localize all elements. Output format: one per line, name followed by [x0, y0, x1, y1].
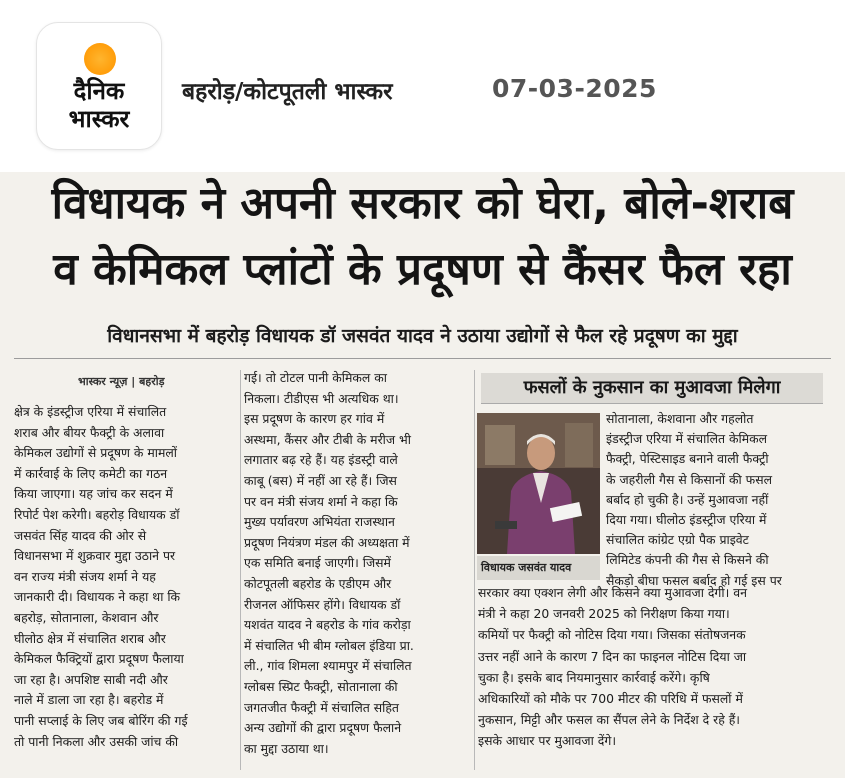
text-line: अन्य उद्योगों की द्वारा प्रदूषण फैलाने	[244, 720, 402, 736]
text-line: केमिकल उद्योगों से प्रदूषण के मामलों	[14, 445, 178, 461]
text-line: मुख्य पर्यावरण अभियंता राजस्थान	[244, 514, 395, 530]
sun-logo-icon	[84, 43, 116, 75]
text-line: इंडस्ट्रीज एरिया में संचालित केमिकल	[606, 431, 768, 447]
text-line: एक समिति बनाई जाएगी। जिसमें	[244, 555, 391, 571]
text-line: जानकारी दी। विधायक ने कहा था कि	[14, 589, 181, 605]
logo-line-2: भास्कर	[68, 105, 130, 133]
text-line: कोटपूतली बहरोड के एडीएम और	[244, 575, 392, 591]
headline-line-2: व केमिकल प्लांटों के प्रदूषण से कैंसर फैल रहा	[53, 244, 792, 295]
sidebar-text-full	[478, 582, 834, 752]
text-line: अस्थमा, कैंसर और टीबी के मरीज भी	[244, 431, 411, 447]
column-divider	[240, 370, 241, 770]
logo-line-1: दैनिक	[73, 77, 125, 105]
text-line: मंत्री ने कहा 20 जनवरी 2025 को निरीक्षण किया गया।	[478, 606, 730, 622]
article-column-2	[244, 368, 470, 759]
text-line: नुकसान, मिट्टी और फसल का सैंपल लेने के निर्देश दे रहे हैं।	[478, 712, 741, 728]
text-line: बर्बाद हो चुकी है। उन्हें मुआवजा नहीं	[606, 491, 769, 507]
edition-name: बहरोड़/कोटपूतली भास्कर	[182, 79, 393, 105]
text-line: वन राज्य मंत्री संजय शर्मा ने यह	[14, 568, 156, 584]
text-line: इसके आधार पर मुआवजा देंगे।	[478, 733, 617, 749]
text-line: यशवंत यादव ने बहरोड के गांव करोड़ा	[244, 617, 411, 633]
text-line: रिपोर्ट पेश करेगी। बहरोड़ विधायक डॉ	[14, 506, 180, 522]
subheadline: विधानसभा में बहरोड़ विधायक डॉ जसवंत यादव ने उठाया उद्योगों से फैल रहे प्रदूषण का मुद्दा	[107, 325, 738, 347]
text-line: फैक्ट्री, पेस्टिसाइड बनाने वाली फैक्ट्री	[606, 451, 769, 467]
byline: भास्कर न्यूज़ | बहरोड़	[78, 375, 165, 388]
text-line: सोतानाला, केशवाना और गहलोत	[606, 411, 754, 426]
text-line: ग्लोबस स्प्रिट फैक्ट्री, सोतानाला की	[244, 678, 398, 694]
text-line: दिया गया। घीलोठ इंडस्ट्रीज एरिया में	[606, 512, 767, 528]
text-line: पानी सप्लाई के लिए जब बोरिंग की गई	[14, 712, 188, 728]
text-line: शराब और बीयर फैक्ट्री के अलावा	[14, 424, 165, 440]
text-line: अधिकारियों को मौके पर 700 मीटर की परिधि में फसलों में	[478, 691, 743, 707]
text-line: सैकड़ो बीघा फसल बर्बाद हो गई इस पर	[606, 572, 782, 588]
text-line: संचालित कांग्रेट एग्रो पैक प्राइवेट	[606, 532, 749, 548]
text-line: क्षेत्र के इंडस्ट्रीज एरिया में संचालित	[14, 404, 167, 419]
text-line: कमियों पर फैक्ट्री को नोटिस दिया गया। जिसका संतोषजनक	[478, 627, 746, 643]
text-line: विधानसभा में शुक्रवार मुद्दा उठाने पर	[14, 548, 176, 564]
text-line: पर वन मंत्री संजय शर्मा ने कहा कि	[244, 493, 398, 509]
text-line: का मुद्दा उठाया था।	[244, 740, 329, 756]
photo-caption: विधायक जसवंत यादव	[477, 556, 600, 580]
text-line: केमिकल फैक्ट्रियों द्वारा प्रदूषण फैलाया	[14, 651, 184, 667]
text-line: गई। तो टोटल पानी केमिकल का	[244, 370, 387, 385]
sidebar-title: फसलों के नुकसान का मुआवजा मिलेगा	[481, 373, 823, 404]
text-line: के जहरीली गैस से किसानों की फसल	[606, 471, 772, 487]
text-line: लिमिटेड कंपनी की गैस से किसने की	[606, 552, 769, 568]
text-line: प्रदूषण नियंत्रण मंडल की अध्यक्षता में	[244, 534, 410, 550]
text-line: जगतजीत फैक्ट्री में संचालित सहित	[244, 699, 399, 715]
text-line: सरकार क्या एक्शन लेगी और किसने क्या मुआवजा देगी। वन	[478, 585, 748, 600]
column-divider	[474, 370, 475, 770]
text-line: घीलोठ क्षेत्र में संचालित शराब और	[14, 630, 166, 646]
text-line: निकला। टीडीएस भी अत्यधिक था।	[244, 390, 399, 406]
text-line: जा रहा है। अपशिष्ट साबी नदी और	[14, 671, 168, 687]
text-line: लगातार बढ़ रहे हैं। यह इंडस्ट्री वाले	[244, 452, 398, 468]
publication-date: 07-03-2025	[492, 74, 657, 103]
text-line: काबू (बस) में नहीं आ रहे हैं। जिस	[244, 472, 397, 488]
text-line: में संचालित भी बीम ग्लोबल इंडिया प्रा.	[244, 637, 414, 653]
text-line: उत्तर नहीं आने के कारण 7 दिन का फाइनल नोटिस दिया जा	[478, 648, 747, 664]
text-line: इस प्रदूषण के कारण हर गांव में	[244, 411, 385, 427]
text-line: रीजनल ऑफिसर होंगे। विधायक डॉ	[244, 596, 401, 612]
text-line: ली., गांव शिमला श्यामपुर में संचालित	[244, 658, 412, 674]
text-line: तो पानी निकला और उसकी जांच की	[14, 733, 179, 749]
text-line: बहरोड़, सोतानाला, केशवान और	[14, 609, 159, 625]
mla-photo	[477, 413, 600, 554]
speaker-photo-icon	[477, 413, 600, 554]
article-column-1	[14, 402, 236, 752]
text-line: में कार्रवाई के लिए कमेटी का गठन	[14, 465, 168, 481]
text-line: जसवंत सिंह यादव की ओर से	[14, 527, 147, 543]
headline-line-1: विधायक ने अपनी सरकार को घेरा, बोले-शराब	[51, 178, 794, 229]
subheadline-rule	[14, 358, 831, 359]
text-line: नाले में डाला जा रहा है। बहरोड में	[14, 692, 164, 708]
text-line: किया जाएगा। यह जांच कर सदन में	[14, 486, 173, 502]
text-line: चुका है। इसके बाद नियमानुसार कार्रवाई करेंगे। कृषि	[478, 669, 710, 685]
sidebar-text-right	[606, 409, 834, 591]
dainik-bhaskar-logo	[36, 22, 162, 150]
